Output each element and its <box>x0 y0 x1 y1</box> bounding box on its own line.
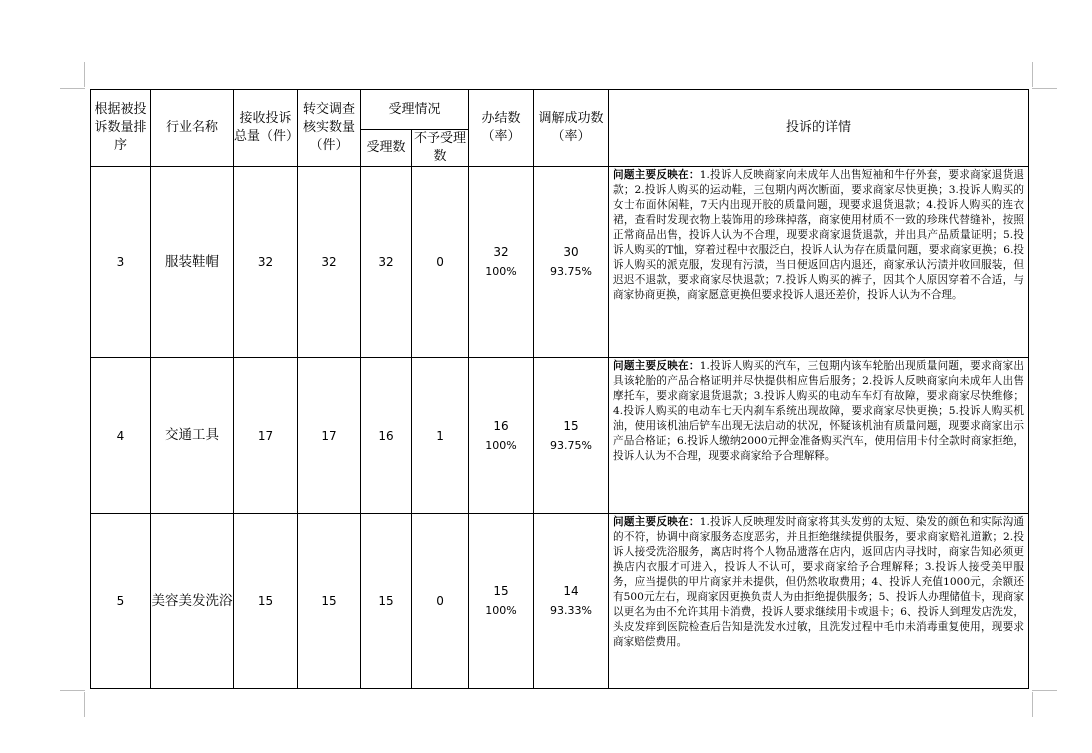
row-resolved <box>469 514 534 689</box>
crop-mark-top-left-v <box>84 62 85 87</box>
row-rank: 3 <box>91 167 151 358</box>
header-details: 投诉的详情 <box>609 90 1029 167</box>
row-received: 15 <box>234 514 298 689</box>
row-resolved <box>469 167 534 358</box>
header-rank: 根据被投诉数量排序 <box>91 90 151 167</box>
row-accepted: 15 <box>361 514 412 689</box>
row-accepted: 16 <box>361 358 412 514</box>
table-row <box>91 514 1029 689</box>
resolved-count: 15 <box>493 584 509 598</box>
header-transferred: 转交调查核实数量（件） <box>298 90 361 167</box>
row-industry: 美容美发洗浴 <box>151 514 234 689</box>
row-detail <box>609 514 1029 689</box>
resolved-rate: 100% <box>485 438 517 452</box>
crop-mark-bottom-left-h <box>60 690 85 691</box>
row-resolved <box>469 358 534 514</box>
header-industry: 行业名称 <box>151 90 234 167</box>
table-row <box>91 358 1029 514</box>
resolved-count: 32 <box>493 245 509 259</box>
header-received: 接收投诉总量（件） <box>234 90 298 167</box>
header-acceptance: 受理情况 <box>361 90 469 130</box>
row-detail <box>609 358 1029 514</box>
header-resolved: 办结数（率） <box>469 90 534 167</box>
row-transferred: 15 <box>298 514 361 689</box>
row-not-accepted: 0 <box>412 167 469 358</box>
row-industry: 交通工具 <box>151 358 234 514</box>
row-not-accepted: 1 <box>412 358 469 514</box>
header-mediated: 调解成功数（率） <box>534 90 609 167</box>
mediated-rate: 93.75% <box>550 265 592 278</box>
row-detail <box>609 167 1029 358</box>
row-transferred: 32 <box>298 167 361 358</box>
detail-label: 问题主要反映在： <box>613 360 700 372</box>
row-accepted: 32 <box>361 167 412 358</box>
crop-mark-top-left-h <box>60 88 85 89</box>
mediated-count: 15 <box>563 418 579 433</box>
complaint-statistics-table <box>90 89 1029 689</box>
table-row <box>91 167 1029 358</box>
crop-mark-bottom-right-v <box>1032 692 1033 717</box>
detail-text: 1.投诉人反映商家向未成年人出售短袖和牛仔外套，要求商家退货退款；2.投诉人购买的运动鞋，三包期内两次断面，要求商家尽快更换；3.投诉人购买的女士布面休闲鞋，7天内出现开胶的质量问题，现要求退货退款；4.投诉人购买的连衣裙，查看时发现衣物上装饰用的珍珠掉落，商家使用材质不一致的珍珠代替缝补，按照正常商品出售，投诉人认为不合理，现要求商家退货退款，并出具产品质量证明；5.投诉人购买的T恤，穿着过程中衣服泛白，投诉人认为存在质量问题，要求商家更换；6.投诉人购买的派克服，发现有污渍，当日便返回店内退还，商家承认污渍并收回服装，但迟迟不退款，要求商家尽快退款；7.投诉人购买的裤子，因其个人原因穿着不合适，与商家协商更换，商家愿意更换但要求投诉人退还差价，投诉人认为不合理。 <box>613 169 1025 301</box>
crop-mark-top-right-h <box>1032 88 1057 89</box>
resolved-rate: 100% <box>485 604 517 617</box>
detail-label: 问题主要反映在： <box>613 169 700 181</box>
row-rank: 4 <box>91 358 151 514</box>
mediated-count: 30 <box>563 245 579 259</box>
header-accepted: 受理数 <box>361 130 412 167</box>
resolved-rate: 100% <box>485 265 517 278</box>
detail-label: 问题主要反映在： <box>613 516 700 528</box>
row-received: 17 <box>234 358 298 514</box>
row-mediated <box>534 167 609 358</box>
crop-mark-top-right-v <box>1032 62 1033 87</box>
crop-mark-bottom-right-h <box>1032 690 1057 691</box>
row-rank: 5 <box>91 514 151 689</box>
detail-text: 1.投诉人反映理发时商家将其头发剪的太短、染发的颜色和实际沟通的不符，协调中商家服务态度恶劣，并且拒绝继续提供服务，要求商家赔礼道歉；2.投诉人接受洗浴服务，离店时将个人物品遗落在店内，返回店内寻找时，商家告知必须更换店内衣服才可进入，投诉人不认可，要求商家给予合理解释；3.投诉人接受美甲服务，应当提供的甲片商家并未提供，但仍然收取费用；4、投诉人充值1000元，余额还有500元左右，现商家因更换负责人为由拒绝提供服务；5、投诉人办理储值卡，现商家以更名为由不允许其用卡消费，投诉人要求继续用卡或退卡；6、投诉人到理发店洗发，头皮发痒到医院检查后告知是洗发水过敏，且洗发过程中毛巾未消毒重复使用，现要求商家赔偿费用。 <box>613 516 1025 648</box>
detail-text: 1.投诉人购买的汽车，三包期内该车轮胎出现质量问题，要求商家出具该轮胎的产品合格证明并尽快提供相应售后服务；2.投诉人反映商家向未成年人出售摩托车，要求商家退货退款；3.投诉人购买的电动车车灯有故障，要求商家尽快维修；4.投诉人购买的电动车七天内刹车系统出现故障，要求商家尽快更换；5.投诉人购买机油，使用该机油后铲车出现无法启动的状况，怀疑该机油有质量问题，现要求商家出示产品合格证；6.投诉人缴纳2000元押金准备购买汽车，使用信用卡付全款时商家拒绝，投诉人认为不合理，现要求商家给予合理解释。 <box>613 360 1025 462</box>
mediated-rate: 93.75% <box>550 438 592 452</box>
row-not-accepted: 0 <box>412 514 469 689</box>
mediated-count: 14 <box>563 584 579 598</box>
row-transferred: 17 <box>298 358 361 514</box>
mediated-rate: 93.33% <box>550 604 592 617</box>
row-industry: 服装鞋帽 <box>151 167 234 358</box>
header-not-accepted: 不予受理数 <box>412 130 469 167</box>
crop-mark-bottom-left-v <box>84 692 85 717</box>
row-mediated <box>534 358 609 514</box>
row-mediated <box>534 514 609 689</box>
resolved-count: 16 <box>493 418 509 433</box>
row-received: 32 <box>234 167 298 358</box>
